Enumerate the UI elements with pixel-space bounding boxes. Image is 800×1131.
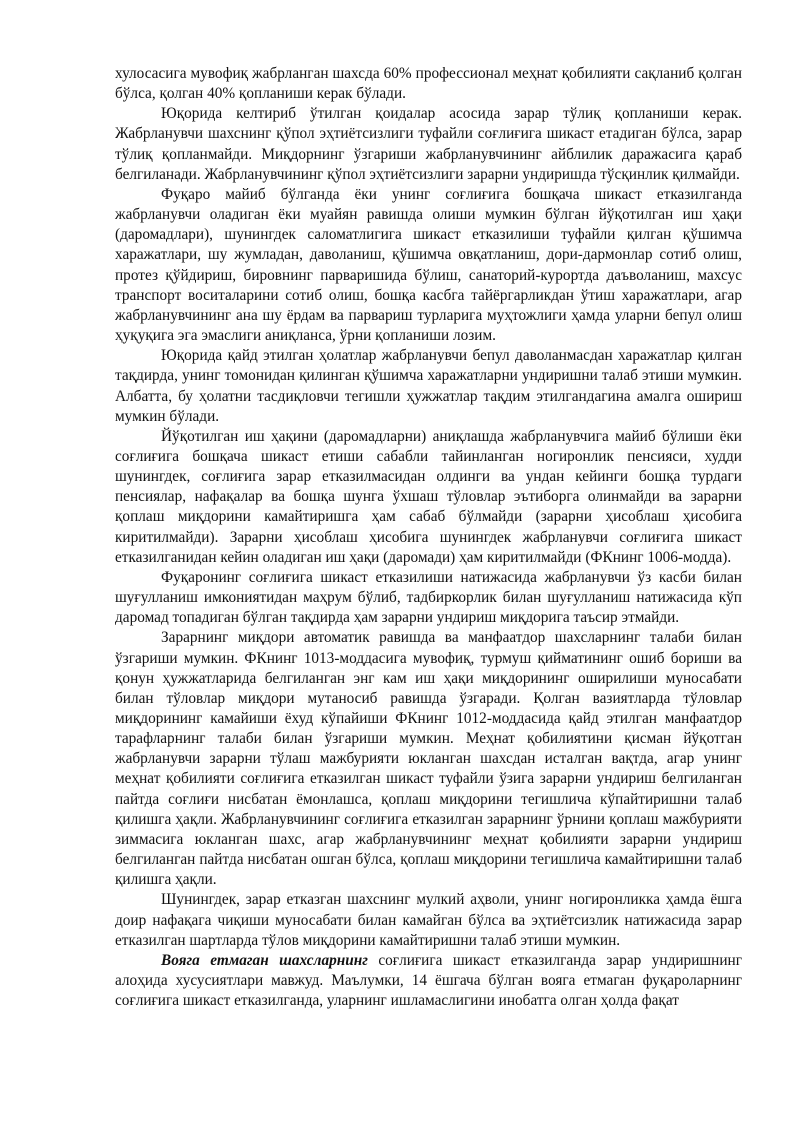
paragraph-property-status: Шунингдек, зарар етказган шахснинг мулкий аҳволи, унинг ногиронликка ҳамда ёшга доир нафақага чиқиши муносабати билан камайган бўлса ва эҳтиётсизлик натижасида зарар етказилган шартларда тўлов миқдорини камайтиришни талаб этиши мумкин.: [115, 891, 742, 949]
emphasis-minors: Вояга етмаган шахсларнинг: [161, 951, 368, 969]
paragraph-additional-expenses: Юқорида қайд этилган ҳолатлар жабрланувчи бепул даволанмасдан харажатлар қилган тақдирда, унинг томонидан қилинган қўшимча харажатларни ундиришни талаб этиши мумкин. Албатта, бу ҳолатни тасдиқловчи тегишли ҳужжатлар тақдим этилгандагина амалга ошириш мумкин бўлади.: [115, 347, 742, 425]
paragraph-minors: [115, 951, 742, 1011]
document-page: [115, 64, 742, 1011]
paragraph-minors-text: соғлиғига шикаст етказилганда зарар ундиришнинг алоҳида хусусиятлари мавжуд. Маълумки, 14 ёшгача бўлган вояга етмаган фуқароларнинг соғлиғига шикаст етказилганда, уларнинг ишламаслигини инобатга олган ҳолда фақат: [115, 951, 742, 1010]
paragraph-continuation: хулосасига мувофиқ жабрланган шахсда 60% профессионал меҳнат қобилияти сақланиб қолган бўлса, қолган 40% қопланиши керак бўлади.: [115, 65, 742, 103]
paragraph-amount-change: Зарарнинг миқдори автоматик равишда ва манфаатдор шахсларнинг талаби билан ўзгариши мумкин. ФКнинг 1013-моддасига мувофиқ, турмуш қийматининг ошиб бориши ва қонун ҳужжатларида белгиланган энг кам иш ҳақи миқдорининг оширилиши муносабати билан тўловлар миқдори мутаносиб равишда ўзгаради. Қолган вазиятларда тўловлар миқдорининг камайиши ёхуд кўпайиши ФКнинг 1012-моддасида қайд этилган манфаатдор тарафларнинг талаби билан ўзгариши мумкин. Меҳнат қобилиятини қисман йўқотган жабрланувчи зарарни тўлаш мажбурияти юкланган шахсдан исталган вақтда, агар унинг меҳнат қобилияти соғлиғига етказилган шикаст туфайли ўзига зарарни ундириш белгиланган пайтда соғлиғи нисбатан ёмонлашса, қоплаш миқдорини тегишлича кўпайтиришни талаб қилишга ҳақли. Жабрланувчининг соғлиғига етказилган зарарнинг ўрнини қоплаш мажбурияти зиммасига юкланган шахс, агар жабрланувчининг меҳнат қобилияти зарарни ундириш белгиланган пайтда нисбатан ошган бўлса, қоплаш миқдорини тегишлича камайтиришни талаб қилишга ҳақли.: [115, 629, 742, 889]
paragraph-lost-earnings: Фуқаро майиб бўлганда ёки унинг соғлиғига бошқача шикаст етказилганда жабрланувчи оладиган ёки муайян равишда олиши мумкин бўлган йўқотилган иш ҳақи (даромадлари), шунингдек саломатлигига шикаст етказилиши туфайли қилган қўшимча харажатлари, шу жумладан, даволаниш, қўшимча овқатланиш, дори-дармонлар сотиб олиш, протез қўйдириш, бировнинг парваришида бўлиш, санаторий-курортда даъволаниш, махсус транспорт воситаларини сотиб олиш, бошқа касбга тайёргарликдан ўтиш харажатлари, агар жабрланувчининг ана шу ёрдам ва парвариш турларига муҳтожлиги ҳамда уларни бепул олиш ҳуқуқига эга эмаслиги аниқланса, ўрни қопланиши лозим.: [115, 185, 742, 345]
paragraph-full-compensation: Юқорида келтириб ўтилган қоидалар асосида зарар тўлиқ қопланиши керак. Жабрланувчи шахснинг қўпол эҳтиётсизлиги туфайли соғлиғига шикаст етадиган бўлса, зарар тўлиқ қопланмайди. Миқдорнинг ўзгариши жабрланувчининг айблилик даражасига қараб белгиланади. Жабрланувчининг қўпол эҳтиётсизлиги зарарни ундиришда тўсқинлик қилмайди.: [115, 105, 742, 183]
paragraph-entrepreneurship: Фуқаронинг соғлиғига шикаст етказилиши натижасида жабрланувчи ўз касби билан шуғулланиш имкониятидан маҳрум бўлиб, тадбиркорлик билан шуғулланиш натижасида кўп даромад топадиган бўлган тақдирда ҳам зарарни ундириш миқдорига таъсир этмайди.: [115, 568, 742, 627]
paragraph-pensions-excluded: Йўқотилган иш ҳақини (даромадларни) аниқлашда жабрланувчига майиб бўлиши ёки соғлиғига бошқача шикаст етиши сабабли тайинланган ногиронлик пенсияси, худди шунингдек, соғлиғига зарар етказилмасидан олдинги ва ундан кейинги бошқа турдаги пенсиялар, нафақалар ва бошқа шунга ўхшаш тўловлар эътиборга олинмайди ва зарарни қоплаш миқдорини камайтиришга ҳам сабаб бўлмайди (зарарни ҳисоблаш ҳисобига киритилмайди). Зарарни ҳисоблаш ҳисобига шунингдек жабрланувчи соғлиғига шикаст етказилганидан кейин оладиган иш ҳақи (даромади) ҳам киритилмайди (ФКнинг 1006-модда).: [115, 427, 742, 566]
